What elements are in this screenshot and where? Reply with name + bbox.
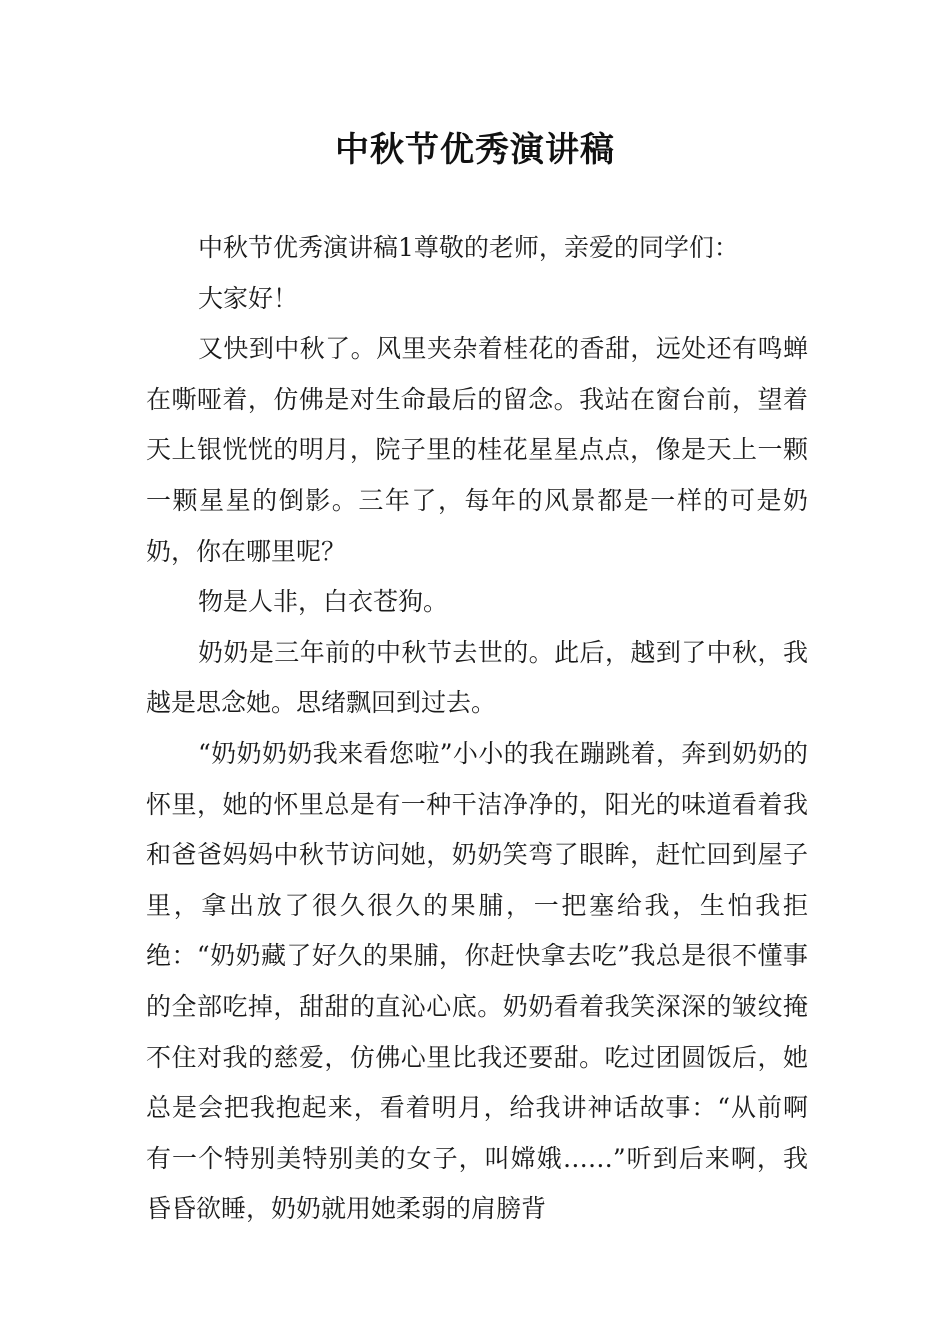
paragraph-mid-autumn-scene: 又快到中秋了。风里夹杂着桂花的香甜，远处还有鸣蝉在嘶哑着，仿佛是对生命最后的留念。我站在窗台前，望着天上银恍恍的明月，院子里的桂花星星点点，像是天上一颗一颗星星的倒影。三年了，每年的风景都是一样的可是奶奶，你在哪里呢？	[146, 334, 808, 566]
paragraph-greeting: 大家好！	[198, 283, 299, 313]
paragraph-grandma-passed: 奶奶是三年前的中秋节去世的。此后，越到了中秋，我越是思念她。思绪飘回到过去。	[146, 637, 808, 718]
paragraph-memory: “奶奶奶奶我来看您啦”小小的我在蹦跳着，奔到奶奶的怀里，她的怀里总是有一种干洁净净的，阳光的味道看着我和爸爸妈妈中秋节访问她，奶奶笑弯了眼眸，赶忙回到屋子里，拿出放了很久很久的果脯，一把塞给我，生怕我拒绝：“奶奶藏了好久的果脯，你赶快拿去吃”我总是很不懂事的全部吃掉，甜甜的直沁心底。奶奶看着我笑深深的皱纹掩不住对我的慈爱，仿佛心里比我还要甜。吃过团圆饭后，她总是会把我抱起来，看着明月，给我讲神话故事：“从前啊有一个特别美特别美的女子，叫嫦娥……”听到后来啊，我昏昏欲睡，奶奶就用她柔弱的肩膀背	[146, 738, 808, 1224]
paragraph-salutation: 中秋节优秀演讲稿1尊敬的老师，亲爱的同学们：	[198, 233, 739, 262]
document-body	[146, 223, 808, 1235]
paragraph-idiom: 物是人非，白衣苍狗。	[198, 587, 449, 617]
document-title: 中秋节优秀演讲稿	[335, 130, 615, 170]
